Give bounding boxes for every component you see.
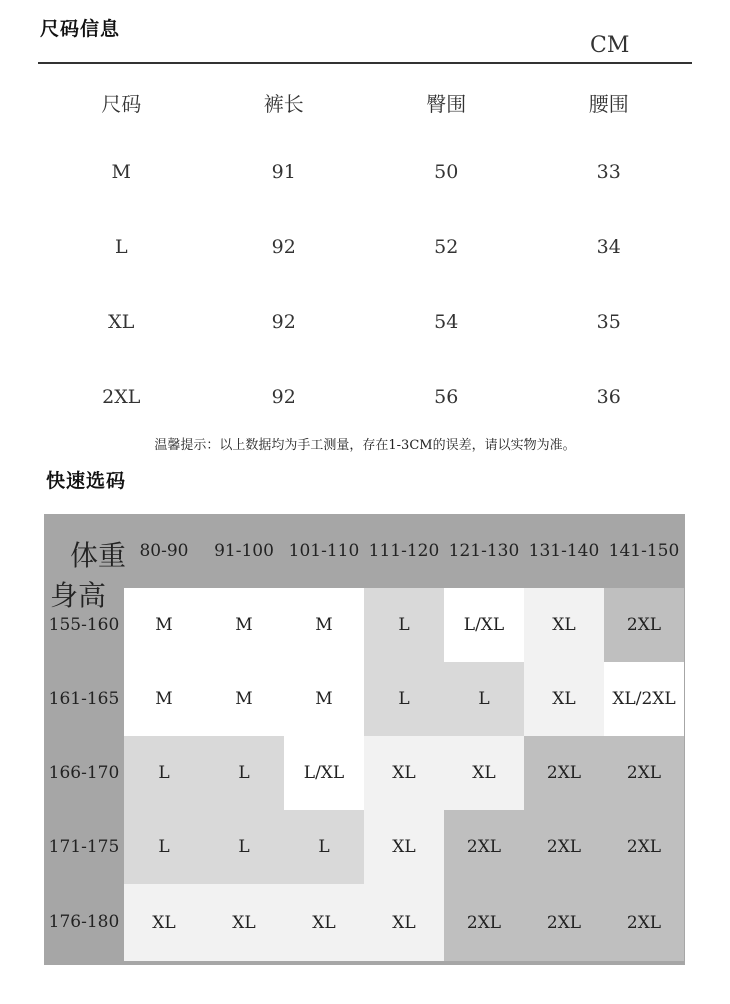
table-cell: 2XL	[102, 385, 141, 408]
table-cell: 36	[596, 385, 621, 408]
size-cell: L	[204, 736, 284, 810]
size-cell: M	[124, 588, 204, 662]
divider	[38, 62, 692, 64]
column-header: 腰围	[588, 91, 629, 116]
size-cell: 2XL	[524, 884, 604, 961]
size-selector-grid	[44, 514, 685, 965]
size-table-header	[40, 70, 690, 134]
size-cell: XL	[444, 736, 524, 810]
size-cell: XL	[204, 884, 284, 961]
weight-column-header: 131-140	[528, 541, 600, 561]
size-cell: 2XL	[444, 810, 524, 884]
size-cell: 2XL	[604, 810, 684, 884]
size-cell: XL	[364, 736, 444, 810]
height-axis-label: 身高	[50, 579, 107, 612]
size-cell: M	[204, 662, 284, 736]
table-row	[40, 359, 690, 434]
height-row-header: 171-175	[48, 837, 120, 857]
size-cell: XL	[524, 588, 604, 662]
weight-column-header: 101-110	[288, 541, 360, 561]
size-cell: L	[444, 662, 524, 736]
size-cell: 2XL	[524, 810, 604, 884]
size-cell: M	[204, 588, 284, 662]
table-cell: 34	[596, 235, 621, 258]
weight-column-header: 80-90	[139, 541, 189, 561]
size-cell: 2XL	[444, 884, 524, 961]
table-cell: 33	[596, 160, 621, 183]
size-cell: L	[124, 736, 204, 810]
size-cell: M	[124, 662, 204, 736]
table-row	[40, 134, 690, 209]
weight-column-header: 91-100	[214, 541, 274, 561]
size-cell: XL/2XL	[604, 662, 684, 736]
weight-column-header: 111-120	[368, 541, 440, 561]
height-row-header: 176-180	[48, 912, 120, 932]
size-cell: 2XL	[604, 588, 684, 662]
table-cell: 52	[434, 235, 459, 258]
size-cell: M	[284, 588, 364, 662]
height-row-header: 155-160	[48, 615, 120, 635]
weight-axis-label: 体重	[70, 539, 127, 572]
size-cell: L/XL	[444, 588, 524, 662]
column-header: 臀围	[426, 91, 467, 116]
size-cell: XL	[364, 884, 444, 961]
size-cell: M	[284, 662, 364, 736]
table-cell: 54	[434, 310, 459, 333]
size-table	[40, 70, 690, 434]
table-cell: XL	[108, 310, 135, 333]
size-info-title: 尺码信息	[40, 18, 121, 40]
table-row	[40, 284, 690, 359]
size-cell: XL	[284, 884, 364, 961]
size-cell: L	[364, 588, 444, 662]
measurement-note: 温馨提示：以上数据均为手工测量，存在1-3CM的误差，请以实物为准。	[154, 438, 576, 453]
height-row-header: 166-170	[48, 763, 120, 783]
size-cell: L	[364, 662, 444, 736]
table-cell: 50	[434, 160, 459, 183]
unit-label: CM	[590, 33, 630, 58]
size-cell: L/XL	[284, 736, 364, 810]
table-cell: 56	[434, 385, 459, 408]
table-cell: 92	[271, 235, 296, 258]
size-cell: XL	[524, 662, 604, 736]
size-cell: 2XL	[604, 884, 684, 961]
table-cell: M	[111, 160, 131, 183]
weight-column-header: 141-150	[608, 541, 680, 561]
table-row	[40, 209, 690, 284]
size-cell: XL	[124, 884, 204, 961]
size-cell: L	[204, 810, 284, 884]
quick-select-title: 快速选码	[46, 470, 127, 492]
column-header: 尺码	[101, 91, 142, 116]
height-row-header: 161-165	[48, 689, 120, 709]
table-cell: 35	[596, 310, 621, 333]
size-cell: XL	[364, 810, 444, 884]
table-cell: 91	[271, 160, 296, 183]
table-cell: L	[114, 235, 128, 258]
size-cell: L	[124, 810, 204, 884]
size-cell: 2XL	[604, 736, 684, 810]
size-cell: L	[284, 810, 364, 884]
table-cell: 92	[271, 385, 296, 408]
column-header: 裤长	[263, 91, 304, 116]
table-cell: 92	[271, 310, 296, 333]
weight-column-header: 121-130	[448, 541, 520, 561]
size-cell: 2XL	[524, 736, 604, 810]
